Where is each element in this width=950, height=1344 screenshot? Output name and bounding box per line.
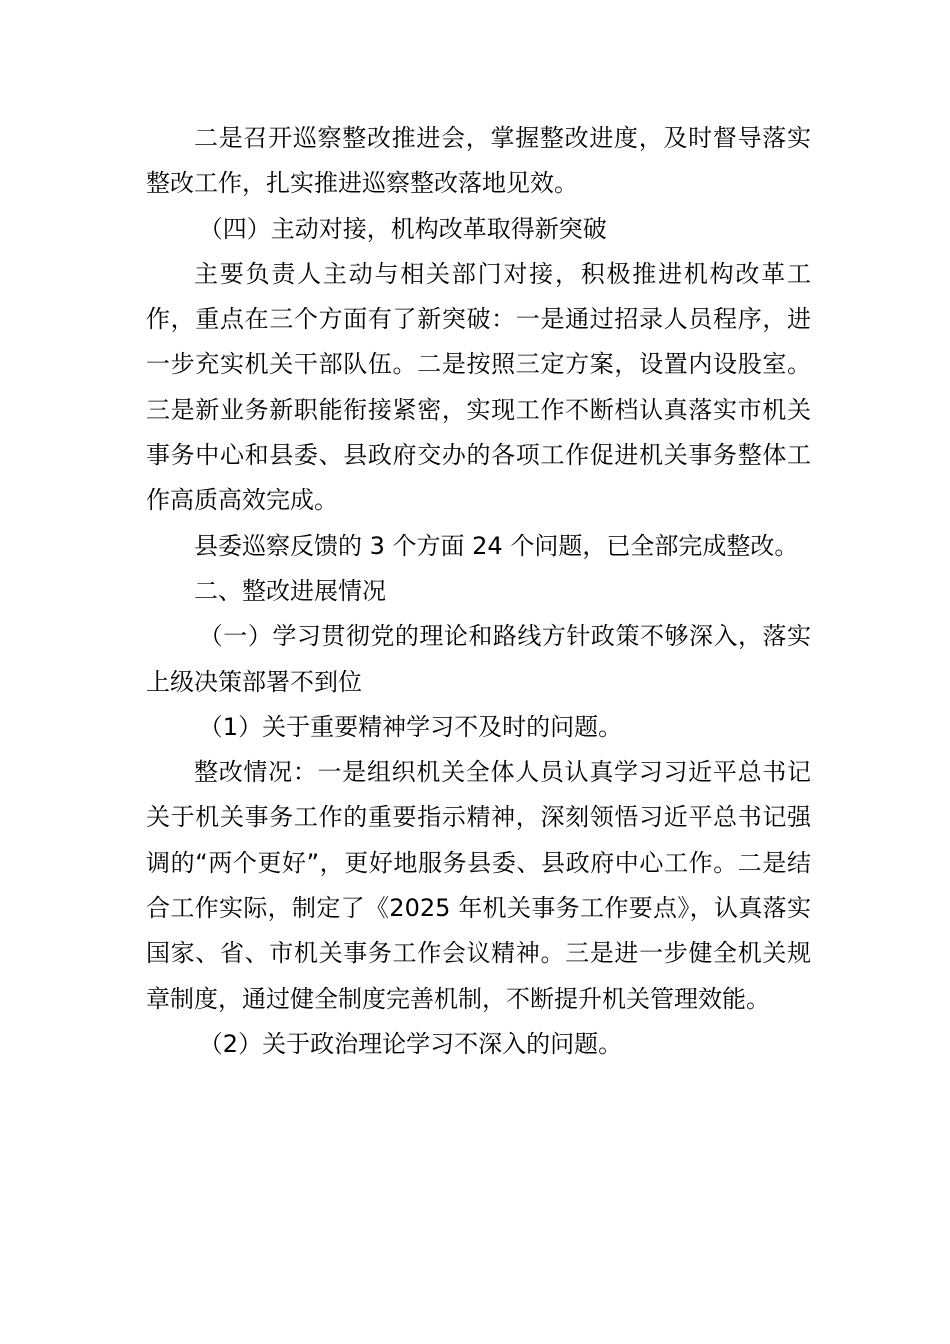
- paragraph-rectification-summary: 县委巡察反馈的 3 个方面 24 个问题，已全部完成整改。: [194, 531, 799, 560]
- paragraph-institutional-reform: 主要负责人主动与相关部门对接，积极推进机构改革工作，重点在三个方面有了新突破：一是通过招录人员程序，进一步充实机关干部队伍。二是按照三定方案，设置内设股室。三是新业务新职能衔接紧密，实现工作不断档认真落实市机关事务中心和县委、县政府交办的各项工作促进机关事务整体工作高质高效完成。: [146, 259, 811, 515]
- subsection-heading-theory-study: （一）学习贯彻党的理论和路线方针政策不够深入，落实上级决策部署不到位: [146, 622, 811, 696]
- item-heading-1: （1）关于重要精神学习不及时的问题。: [198, 712, 623, 741]
- document-page: [146, 116, 811, 1067]
- paragraph-inspection-meeting: 二是召开巡察整改推进会，掌握整改进度，及时督导落实整改工作，扎实推进巡察整改落地见效。: [146, 124, 811, 198]
- paragraph-rectification-details: 整改情况：一是组织机关全体人员认真学习习近平总书记关于机关事务工作的重要指示精神，深刻领悟习近平总书记强调的“两个更好”，更好地服务县委、县政府中心工作。二是结合工作实际，制定了《2025 年机关事务工作要点》，认真落实国家、省、市机关事务工作会议精神。三是进一步健全机关规章制度，通过健全制度完善机制，不断提升机关管理效能。: [146, 758, 811, 1013]
- section-heading-rectification-progress: 二、整改进展情况: [194, 576, 386, 605]
- section-heading-institutional-reform: （四）主动对接，机构改革取得新突破: [198, 214, 607, 243]
- item-heading-2: （2）关于政治理论学习不深入的问题。: [198, 1029, 623, 1058]
